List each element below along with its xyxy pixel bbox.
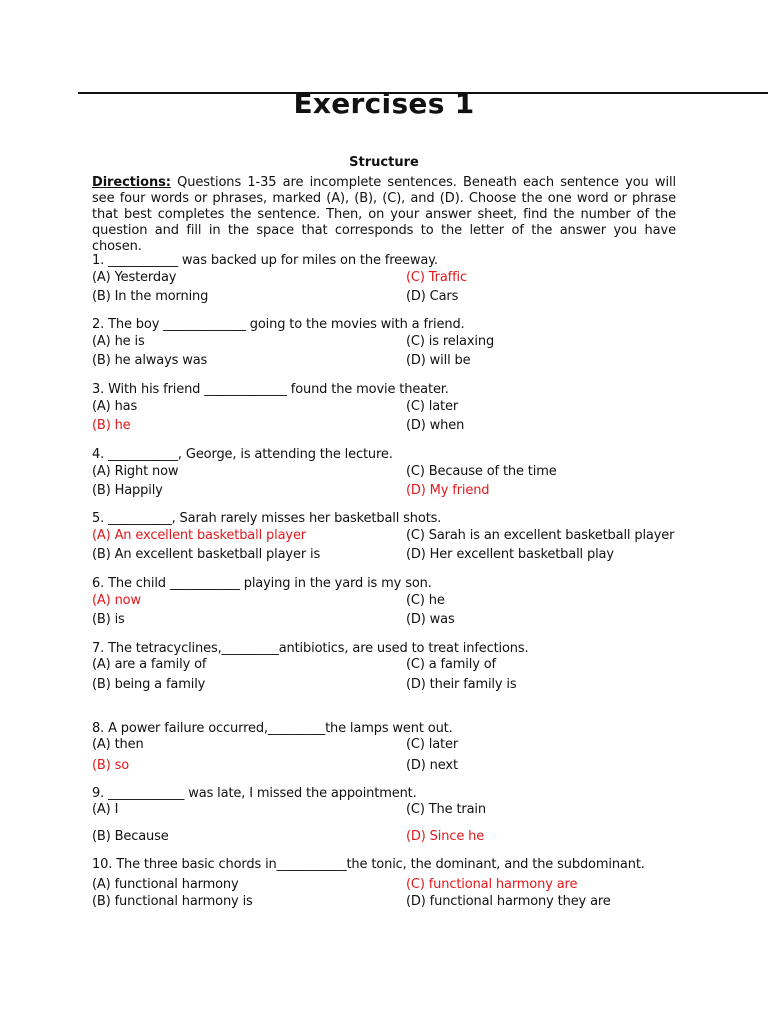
question-2 bbox=[92, 316, 732, 370]
option-b: (B) An excellent basketball player is bbox=[92, 547, 321, 562]
option-d: (D) was bbox=[406, 612, 455, 627]
option-c: (C) he bbox=[406, 593, 445, 608]
option-c: (C) Sarah is an excellent basketball player bbox=[406, 528, 675, 543]
question-1 bbox=[92, 252, 732, 306]
question-stem: 10. The three basic chords in___________the tonic, the dominant, and the subdominant. bbox=[92, 857, 645, 872]
directions-text: Questions 1-35 are incomplete sentences. Beneath each sentence you will see four words or phrases, marked (A), (B), (C), and (D). Choose the one word or phrase that best completes the sentence. Then, on your answer sheet, find the number of the question and fill in the space that corresponds to the letter of the answer you have chosen. bbox=[92, 175, 676, 254]
question-6 bbox=[92, 575, 732, 629]
question-3 bbox=[92, 381, 732, 435]
option-a: (A) Yesterday bbox=[92, 270, 177, 285]
option-c: (C) later bbox=[406, 737, 459, 752]
option-b: (B) Because bbox=[92, 829, 169, 844]
option-b: (B) he bbox=[92, 418, 131, 433]
option-b: (B) In the morning bbox=[92, 289, 209, 304]
option-a: (A) are a family of bbox=[92, 657, 207, 672]
option-d: (D) will be bbox=[406, 353, 471, 368]
directions-paragraph bbox=[92, 175, 676, 255]
option-d: (D) Her excellent basketball play bbox=[406, 547, 614, 562]
option-c: (C) functional harmony are bbox=[406, 877, 578, 892]
question-stem: 5. __________, Sarah rarely misses her basketball shots. bbox=[92, 511, 442, 526]
option-d: (D) next bbox=[406, 758, 458, 773]
question-8 bbox=[92, 720, 732, 775]
option-a: (A) Right now bbox=[92, 464, 179, 479]
page-title: Exercises 1 bbox=[293, 87, 475, 120]
option-d: (D) Cars bbox=[406, 289, 459, 304]
option-d: (D) when bbox=[406, 418, 465, 433]
option-c: (C) a family of bbox=[406, 657, 496, 672]
option-c: (C) Traffic bbox=[406, 270, 467, 285]
option-c: (C) later bbox=[406, 399, 459, 414]
question-9 bbox=[92, 785, 732, 846]
option-b: (B) so bbox=[92, 758, 130, 773]
question-stem: 1. ___________ was backed up for miles on the freeway. bbox=[92, 253, 438, 268]
option-b: (B) is bbox=[92, 612, 125, 627]
question-4 bbox=[92, 446, 732, 500]
question-5 bbox=[92, 510, 732, 564]
question-7 bbox=[92, 640, 732, 694]
question-stem: 7. The tetracyclines,_________antibiotics, are used to treat infections. bbox=[92, 641, 529, 656]
question-stem: 4. ___________, George, is attending the lecture. bbox=[92, 447, 393, 462]
option-c: (C) is relaxing bbox=[406, 334, 495, 349]
option-d: (D) functional harmony they are bbox=[406, 894, 611, 909]
option-b: (B) being a family bbox=[92, 677, 206, 692]
question-stem: 3. With his friend _____________ found the movie theater. bbox=[92, 382, 449, 397]
option-a: (A) now bbox=[92, 593, 141, 608]
option-b: (B) he always was bbox=[92, 353, 208, 368]
option-d: (D) My friend bbox=[406, 483, 490, 498]
question-stem: 2. The boy _____________ going to the movies with a friend. bbox=[92, 317, 465, 332]
section-heading: Structure bbox=[349, 155, 419, 170]
option-a: (A) has bbox=[92, 399, 138, 414]
directions-label: Directions: bbox=[92, 175, 171, 190]
option-a: (A) I bbox=[92, 802, 119, 817]
option-a: (A) An excellent basketball player bbox=[92, 528, 306, 543]
question-10 bbox=[92, 856, 732, 911]
option-c: (C) The train bbox=[406, 802, 486, 817]
option-a: (A) functional harmony bbox=[92, 877, 239, 892]
option-b: (B) Happily bbox=[92, 483, 163, 498]
option-c: (C) Because of the time bbox=[406, 464, 557, 479]
option-d: (D) Since he bbox=[406, 829, 485, 844]
option-b: (B) functional harmony is bbox=[92, 894, 253, 909]
option-a: (A) then bbox=[92, 737, 144, 752]
option-a: (A) he is bbox=[92, 334, 145, 349]
question-stem: 8. A power failure occurred,_________the lamps went out. bbox=[92, 721, 453, 736]
question-stem: 6. The child ___________ playing in the yard is my son. bbox=[92, 576, 432, 591]
question-stem: 9. ____________ was late, I missed the appointment. bbox=[92, 786, 417, 801]
option-d: (D) their family is bbox=[406, 677, 517, 692]
